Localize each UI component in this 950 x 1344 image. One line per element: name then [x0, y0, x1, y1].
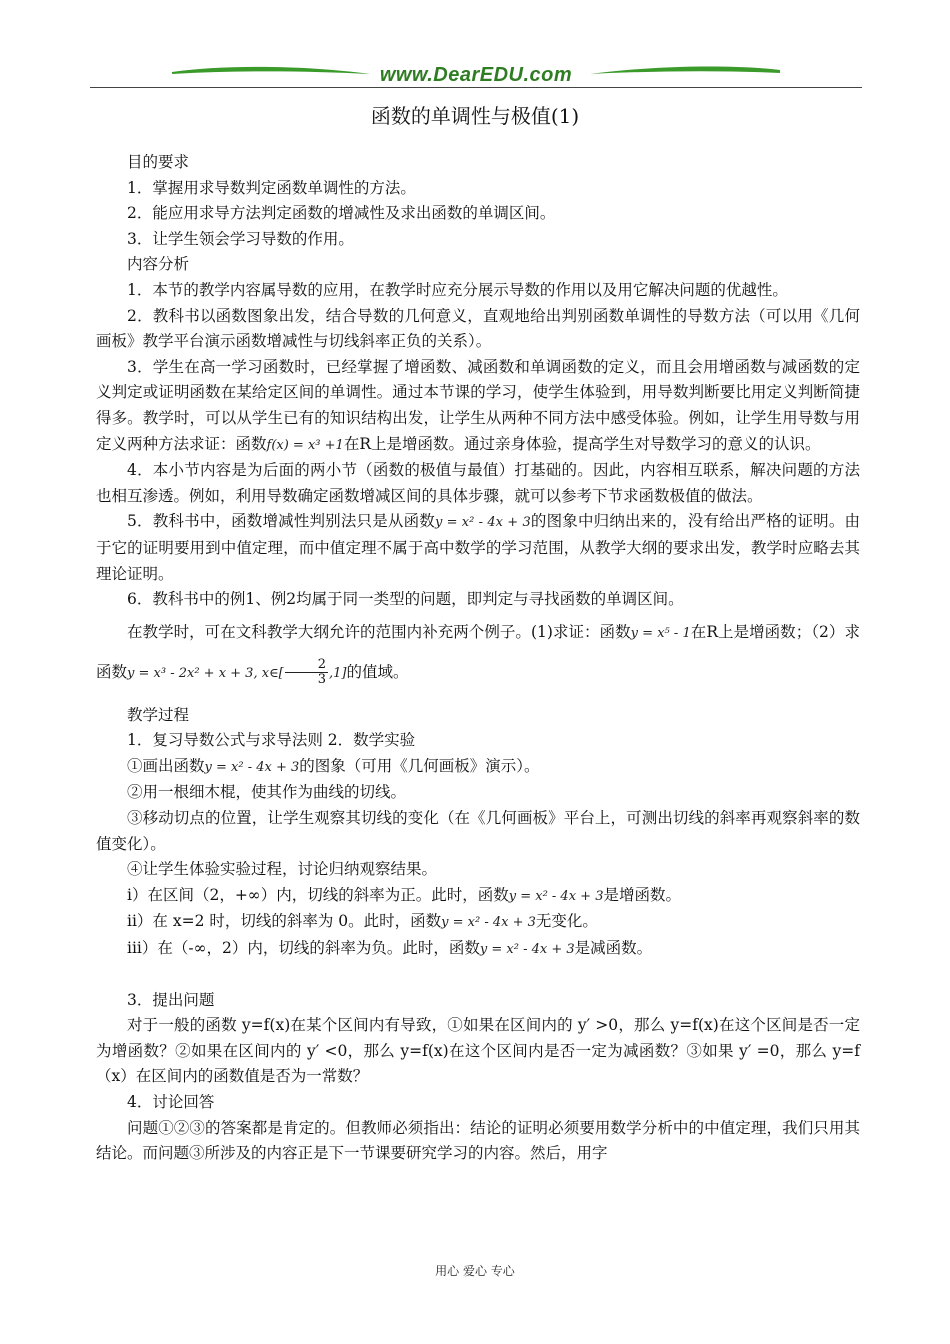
formula: y = x³ - 2x² + x + 3, x∈[: [127, 665, 284, 681]
section-heading-analysis: 内容分析: [127, 255, 190, 274]
questions-paragraph: 对于一般的函数 y=f(x)在某个区间内有导致，①如果在区间内的 y′ >0，那么 y=f(x)在这个区间是否一定为增函数？②如果在区间内的 y′ <0，那么 y=f(x)在这个区间内是否一定为减函数？③如果 y′ =0，那么 y=f（x）在区间内的函数值是否为一常数？: [96, 1016, 860, 1086]
discussion-paragraph: 问题①②③的答案都是肯定的。但教师必须指出：结论的证明必须要用数学分析中的中值定理，我们只用其结论。而问题③所涉及的内容正是下一节课要研究学习的内容。然后，用字: [96, 1118, 860, 1163]
formula: y = x² - 4x + 3: [204, 759, 300, 775]
process-line-2: ①画出函数y = x² - 4x + 3的图象（可用《几何画板》演示）。: [127, 756, 540, 775]
analysis-paragraph-4: 4．本小节内容是为后面的两小节（函数的极值与最值）打基础的。因此，内容相互联系，解决问题的方法也相互渗透。例如，利用导数确定函数增减区间的具体步骤，就可以参考下节求函数极值的做法。: [96, 461, 860, 505]
goal-item-3: 3．让学生领会学习导数的作用。: [127, 229, 354, 248]
page-footer: 用心 爱心 专心: [435, 1264, 515, 1278]
analysis-paragraph-7: 在教学时，可在文科教学大纲允许的范围内补充两个例子。(1)求证：函数y = x⁵ - 1在R上是增函数；（2）求函数y = x³ - 2x² + x + 3, x∈[ $\frac{2}{3}$ ,1]的值域。: [96, 622, 860, 688]
section-heading-discussion: 4．讨论回答: [127, 1093, 215, 1111]
analysis-paragraph-3: 3．学生在高一学习函数时，已经掌握了增函数、减函数和单调函数的定义，而且会用增函数与减函数的定义判定或证明函数在某给定区间的单调性。通过本节课的学习，使学生体验到，用导数判断要比用定义判断简捷得多。教学时，可以从学生已有的知识结构出发，让学生从两种不同方法中感受体验。例如，让学生用导数与用定义两种方法求证：函数f(x) = x³ +1在R上是增函数。通过亲身体验，提高学生对导数学习的意义的认识。: [96, 357, 860, 453]
formula: y = x² - 4x + 3: [441, 915, 536, 931]
page-header: [90, 62, 862, 92]
document-body: [96, 150, 860, 1167]
analysis-paragraph-1: 1．本节的教学内容属导数的应用，在教学时应充分展示导数的作用以及用它解决问题的优越性。: [127, 280, 788, 299]
process-line-6: i）在区间（2，+∞）内，切线的斜率为正。此时，函数y = x² - 4x + 3是增函数。: [127, 885, 681, 904]
process-line-5: ④让学生体验实验过程，讨论归纳观察结果。: [127, 860, 438, 879]
analysis-paragraph-5: 5．教科书中，函数增减性判别法只是从函数y = x² - 4x + 3的图象中归纳出来的，没有给出严格的证明。由于它的证明要用到中值定理，而中值定理不属于高中数学的学习范围，从教学大纲的要求出发，教学时应略去其理论证明。: [96, 512, 860, 583]
formula: y = x² - 4x + 3: [508, 888, 604, 904]
formula: y = x⁵ - 1: [630, 625, 691, 641]
process-line-1: 1．复习导数公式与求导法则 2．数学实验: [127, 731, 416, 750]
process-line-7: ii）在 x=2 时，切线的斜率为 0。此时，函数y = x² - 4x + 3无变化。: [127, 912, 598, 931]
goal-item-2: 2．能应用求导方法判定函数的增减性及求出函数的单调区间。: [127, 204, 556, 223]
section-heading-questions: 3．提出问题: [127, 990, 215, 1009]
process-line-3: ②用一根细木棍，使其作为曲线的切线。: [127, 783, 407, 802]
formula: f(x) = x³ +1: [266, 437, 344, 453]
process-line-4: ③移动切点的位置，让学生观察其切线的变化（在《几何画板》平台上，可测出切线的斜率再观察斜率的数值变化）。: [96, 809, 860, 853]
section-heading-goals: 目的要求: [127, 153, 190, 171]
header-divider: [90, 87, 862, 88]
analysis-paragraph-2: 2．教科书以函数图象出发，结合导数的几何意义，直观地给出判别函数单调性的导数方法（可以用《几何画板》教学平台演示函数增减性与切线斜率正负的关系）。: [96, 306, 860, 351]
site-logo[interactable]: www.DearEDU.com: [379, 64, 573, 86]
process-line-8: iii）在（-∞，2）内，切线的斜率为负。此时，函数y = x² - 4x + 3是减函数。: [127, 939, 653, 958]
goal-item-1: 1．掌握用求导数判定函数单调性的方法。: [127, 178, 416, 197]
fraction: $\frac{2}{3}$: [285, 658, 328, 687]
page-title: 函数的单调性与极值(1): [370, 104, 580, 128]
formula: y = x² - 4x + 3: [479, 942, 575, 958]
section-heading-process: 教学过程: [127, 705, 190, 724]
analysis-paragraph-6: 6．教科书中的例1、例2均属于同一类型的问题，即判定与寻找函数的单调区间。: [127, 590, 684, 609]
formula: y = x² - 4x + 3: [434, 515, 531, 531]
